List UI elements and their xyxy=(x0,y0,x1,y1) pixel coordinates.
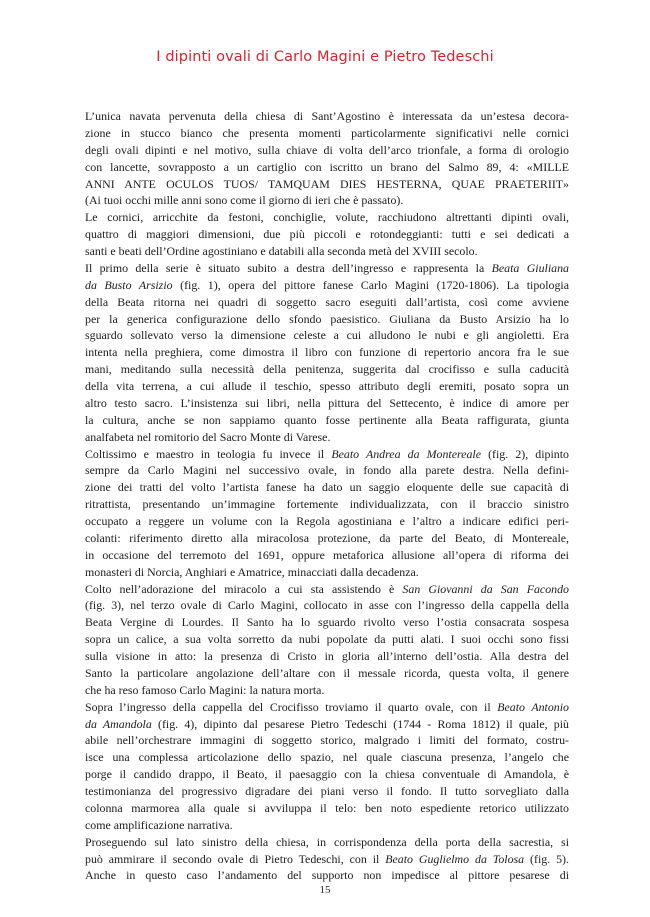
text-line xyxy=(85,412,569,429)
line-text: occupato a reggere un volume con la Regola agostiniana e l’altro a indicare edifici peri- xyxy=(85,514,569,528)
article-body xyxy=(85,108,569,884)
text-line xyxy=(85,665,569,682)
italic-title: San Giovanni da San Facondo xyxy=(402,581,569,596)
text-line xyxy=(85,361,569,378)
text-line xyxy=(85,648,569,665)
line-text: isce una complessa articolazione dello spazio, nel quale ciascuna presenza, l’angelo che xyxy=(85,750,569,765)
line-text: altro testo sacro. L’insistenza sui libri, nella pittura del Settecento, è indice di amore per xyxy=(85,395,569,410)
line-text: (fig. 4), dipinto dal pesarese Pietro Tedeschi (1744 - Roma 1812) il quale, più xyxy=(151,716,569,731)
text-line xyxy=(85,851,569,868)
text-line xyxy=(85,749,569,766)
line-text: Sopra l’ingresso della cappella del Crocifisso troviamo il quarto ovale, con il xyxy=(85,699,498,714)
text-line xyxy=(85,581,569,598)
line-text: la cultura, anche se non sappiamo quanto fosse pertinente alla Beata raffigurata, giunta xyxy=(85,412,569,427)
italic-title: Beato Andrea da Montereale xyxy=(331,446,481,461)
text-line xyxy=(85,192,569,209)
text-line xyxy=(85,243,569,260)
line-text: ANNI ANTE OCULOS TUOS/ TAMQUAM DIES HESTERNA, QUAE PRAETERIIT» xyxy=(85,176,569,191)
line-text: Anche in questo caso l’andamento del supporto non impedisce al pittore pesarese di xyxy=(85,868,569,883)
text-line xyxy=(85,277,569,294)
italic-title: da Busto Arsizio xyxy=(85,277,173,292)
text-line xyxy=(85,716,569,733)
italic-title: da Amandola xyxy=(85,716,152,731)
line-text: santi e beati dell’Ordine agostiniano e databili alla seconda metà del XVIII secolo. xyxy=(85,244,478,258)
text-line xyxy=(85,597,569,614)
text-line xyxy=(85,783,569,800)
text-line xyxy=(85,547,569,564)
text-line xyxy=(85,311,569,328)
line-text: della Beata ritorna nei quadri di soggetto sacro eseguiti dall’artista, così come avviene xyxy=(85,294,569,309)
line-text: sopra un calice, a sua volta sorretto da nubi popolate da putti alati. I suoi occhi sono fissi xyxy=(85,632,569,647)
text-line xyxy=(85,682,569,699)
line-text: mani, meditando sulla necessità della penitenza, suggerita dal crocifisso e sulla caducità xyxy=(85,362,569,377)
text-line xyxy=(85,378,569,395)
line-text: sguardo sollevato verso la dimensione celeste a cui alludono le nubi e gli angioletti. Era xyxy=(85,328,569,343)
text-line xyxy=(85,344,569,361)
text-line xyxy=(85,817,569,834)
line-text: sempre da Carlo Magini nel successivo ovale, in fondo alla parete destra. Nella defini- xyxy=(85,463,569,478)
line-text: (fig. 2), dipinto xyxy=(480,446,569,461)
line-text: Santo la particolare angolazione dell’altare con il messale ricorda, questa volta, il genere xyxy=(85,665,569,680)
text-line xyxy=(85,867,569,884)
line-text: sulla visione in atto: la presenza di Cristo in gloria all’interno dell’ostia. Alla destra del xyxy=(85,649,569,663)
line-text: quattro di maggiori dimensioni, due più piccoli e rotondeggianti: tutti e sei dedicati a xyxy=(85,227,569,242)
line-text: (fig. 3), nel terzo ovale di Carlo Magini, collocato in asse con l’ingresso della cappella della xyxy=(85,598,569,613)
line-text: zione in stucco bianco che presenta momenti particolarmente significativi nelle cornici xyxy=(85,125,569,140)
italic-title: Beato Antonio xyxy=(497,699,569,714)
line-text: (fig. 5). xyxy=(524,851,569,866)
line-text: colanti: riferimento diretto alla miracolosa protezione, da parte del Beato, di Montereale, xyxy=(85,530,569,545)
text-line xyxy=(85,429,569,446)
text-line xyxy=(85,631,569,648)
text-line xyxy=(85,395,569,412)
line-text: che ha reso famoso Carlo Magini: la natura morta. xyxy=(85,682,325,697)
line-text: per la generica configurazione dello sfondo paesistico. Giuliana da Busto Arsizio ha lo xyxy=(85,311,569,326)
line-text: Il primo della serie è situato subito a destra dell’ingresso e rappresenta la xyxy=(85,260,492,275)
text-line xyxy=(85,479,569,496)
line-text: della vita terrena, a cui allude il teschio, spesso attributo degli eremiti, posato sopra un xyxy=(85,379,569,393)
text-line xyxy=(85,699,569,716)
text-line xyxy=(85,159,569,176)
text-line xyxy=(85,142,569,159)
line-text: analfabeta nel romitorio del Sacro Monte di Varese. xyxy=(85,429,331,444)
text-line xyxy=(85,260,569,277)
line-text: (fig. 1), opera del pittore fanese Carlo Magini (1720-1806). La tipologia xyxy=(172,277,569,292)
text-line xyxy=(85,766,569,783)
text-line xyxy=(85,294,569,311)
line-text: come amplificazione narrativa. xyxy=(85,817,233,832)
text-line xyxy=(85,327,569,344)
text-line xyxy=(85,176,569,193)
text-line xyxy=(85,209,569,226)
line-text: zione dei tratti del volto l’artista fanese ha dato un saggio eloquente delle sue capacità di xyxy=(85,480,569,495)
line-text: Beata Vergine di Lourdes. Il Santo ha lo sguardo rivolto verso l’ostia consacrata sospesa xyxy=(85,615,569,630)
line-text: Proseguendo sul lato sinistro della chiesa, in corrispondenza della porta della sacrestia, si xyxy=(85,834,569,849)
line-text: colonna marmorea alla quale si avviluppa il telo: ben noto espediente retorico utilizzato xyxy=(85,800,569,815)
text-line xyxy=(85,226,569,243)
text-line xyxy=(85,496,569,513)
text-line xyxy=(85,564,569,581)
text-line xyxy=(85,462,569,479)
text-line xyxy=(85,446,569,463)
text-line xyxy=(85,800,569,817)
text-line xyxy=(85,125,569,142)
text-line xyxy=(85,513,569,530)
line-text: in occasione del terremoto del 1691, oppure metaforica allusione all’opera di riforma dei xyxy=(85,547,569,562)
line-text: ritrattista, presentando un’immagine fortemente individualizzata, con il braccio sinistro xyxy=(85,497,569,512)
line-text: abile nell’orchestrare immagini di soggetto storico, malgrado i limiti del formato, costru- xyxy=(85,733,569,748)
line-text: con lancette, sovrapposto a un cartiglio con iscritto un brano del Salmo 89, 4: «MILLE xyxy=(85,159,569,174)
page-title: I dipinti ovali di Carlo Magini e Pietro Tedeschi xyxy=(156,49,494,65)
italic-title: Beato Guglielmo da Tolosa xyxy=(385,851,525,866)
line-text: porge il candido drappo, il Beato, il paesaggio con la chiesa conventuale di Amandola, è xyxy=(85,767,569,782)
text-line xyxy=(85,834,569,851)
line-text: L’unica navata pervenuta della chiesa di Sant’Agostino è interessata da un’estesa decora- xyxy=(85,109,569,123)
line-text: Le cornici, arricchite da festoni, conchiglie, volute, racchiudono altrettanti dipinti ovali, xyxy=(85,210,569,225)
line-text: intenta nella preghiera, come dimostra il libro con funzione di repertorio ancora fra le sue xyxy=(85,345,569,360)
line-text: degli ovali dipinti e nel motivo, sulla chiave di volta dell’arco trionfale, a forma di orologio xyxy=(85,142,569,157)
text-line xyxy=(85,614,569,631)
italic-title: Beata Giuliana xyxy=(491,260,569,275)
line-text: (Ai tuoi occhi mille anni sono come il giorno di ieri che è passato). xyxy=(85,193,404,208)
line-text: Coltissimo e maestro in teologia fu invece il xyxy=(85,446,332,461)
line-text: monasteri di Norcia, Anghiari e Amatrice, minacciati dalla decadenza. xyxy=(85,564,419,579)
line-text: Colto nell’adorazione del miracolo a cui sta assistendo è xyxy=(85,581,403,596)
line-text: può ammirare il secondo ovale di Pietro Tedeschi, con il xyxy=(85,851,386,866)
text-line xyxy=(85,108,569,125)
page-number: 15 xyxy=(319,884,331,896)
text-line xyxy=(85,732,569,749)
text-line xyxy=(85,530,569,547)
line-text: testimonianza del progressivo digradare dei piani verso il fondo. Il tutto sorvegliato dalla xyxy=(85,784,569,798)
